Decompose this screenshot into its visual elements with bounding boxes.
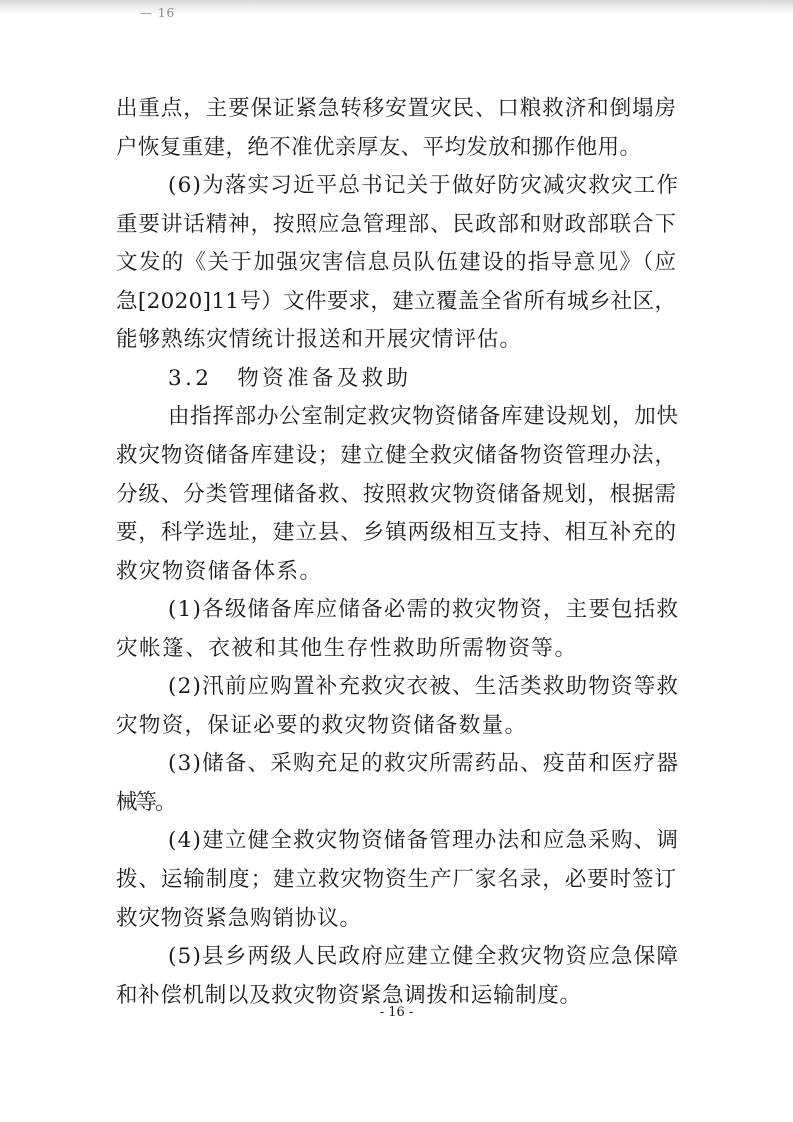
text-line bbox=[0, 399, 793, 435]
text-line bbox=[0, 245, 793, 281]
text-line-content: 和补偿机制以及救灾物资紧急调拨和运输制度。 bbox=[116, 982, 582, 1008]
text-line-content: 文发的《关于加强灾害信息员队伍建设的指导意见》（应 bbox=[116, 250, 678, 276]
text-line bbox=[0, 207, 793, 243]
text-line-content: (1)各级储备库应储备必需的救灾物资，主要包括救 bbox=[168, 597, 680, 623]
text-line bbox=[0, 130, 793, 166]
text-line-content: 救灾物资紧急购销协议。 bbox=[116, 905, 362, 931]
text-line-content: 出重点，主要保证紧急转移安置灾民、口粮救济和倒塌房 bbox=[116, 96, 677, 121]
text-line-content: 急[2020]11号）文件要求，建立覆盖全省所有城乡社区， bbox=[116, 288, 677, 314]
section-heading-text: 3.2 物资准备及救助 bbox=[168, 365, 412, 391]
text-line bbox=[0, 477, 793, 513]
text-line bbox=[0, 284, 793, 320]
text-line-content: 救灾物资储备库建设；建立健全救灾储备物资管理办法， bbox=[116, 442, 677, 468]
text-line bbox=[0, 554, 793, 590]
text-line-content: 分级、分类管理储备救、按照救灾物资储备规划，根据需 bbox=[116, 481, 677, 507]
text-line bbox=[0, 746, 793, 782]
text-line bbox=[0, 438, 793, 474]
text-line bbox=[0, 631, 793, 667]
text-line bbox=[0, 939, 793, 975]
text-line-content: (2)汛前应购置补充救灾衣被、生活类救助物资等救 bbox=[168, 674, 680, 700]
text-line bbox=[0, 322, 793, 358]
text-line-content: 灾帐篷、衣被和其他生存性救助所需物资等。 bbox=[116, 635, 578, 661]
text-line-content: 救灾物资储备体系。 bbox=[116, 558, 323, 584]
text-line-content: 能够熟练灾情统计报送和开展灾情评估。 bbox=[116, 327, 523, 353]
text-line-content: 拨、运输制度；建立救灾物资生产厂家名录，必要时签订 bbox=[116, 867, 677, 892]
text-line-content: (5)县乡两级人民政府应建立健全救灾物资应急保障 bbox=[168, 944, 680, 970]
text-line-content: (6)为落实习近平总书记关于做好防灾减灾救灾工作 bbox=[168, 173, 680, 199]
text-line-content: (4)建立健全救灾物资储备管理办法和应急采购、调 bbox=[168, 828, 680, 854]
text-line bbox=[0, 708, 793, 744]
text-line bbox=[0, 592, 793, 628]
text-line bbox=[0, 669, 793, 705]
text-line-content: 重要讲话精神，按照应急管理部、民政部和财政部联合下 bbox=[116, 211, 677, 237]
text-line bbox=[0, 862, 793, 898]
text-line bbox=[0, 515, 793, 551]
text-line-content: 户恢复重建，绝不准优亲厚友、平均发放和挪作他用。 bbox=[116, 134, 642, 160]
text-line bbox=[0, 901, 793, 937]
text-line-content: 由指挥部办公室制定救灾物资储备库建设规划，加快 bbox=[168, 404, 679, 430]
text-line bbox=[0, 823, 793, 859]
section-heading bbox=[0, 361, 793, 397]
scan-edge bbox=[0, 0, 793, 14]
text-line bbox=[0, 91, 793, 127]
text-line bbox=[0, 785, 793, 821]
text-line bbox=[0, 168, 793, 204]
text-line-content: 械等。 bbox=[116, 789, 175, 815]
text-line-content: 要，科学选址，建立县、乡镇两级相互支持、相互补充的 bbox=[116, 520, 677, 546]
page-number: - 16 - bbox=[379, 1005, 414, 1020]
text-line-content: 灾物资，保证必要的救灾物资储备数量。 bbox=[116, 712, 528, 738]
text-line-content: (3)储备、采购充足的救灾所需药品、疫苗和医疗器 bbox=[168, 751, 680, 777]
corner-page-mark: — 16 bbox=[140, 6, 176, 20]
